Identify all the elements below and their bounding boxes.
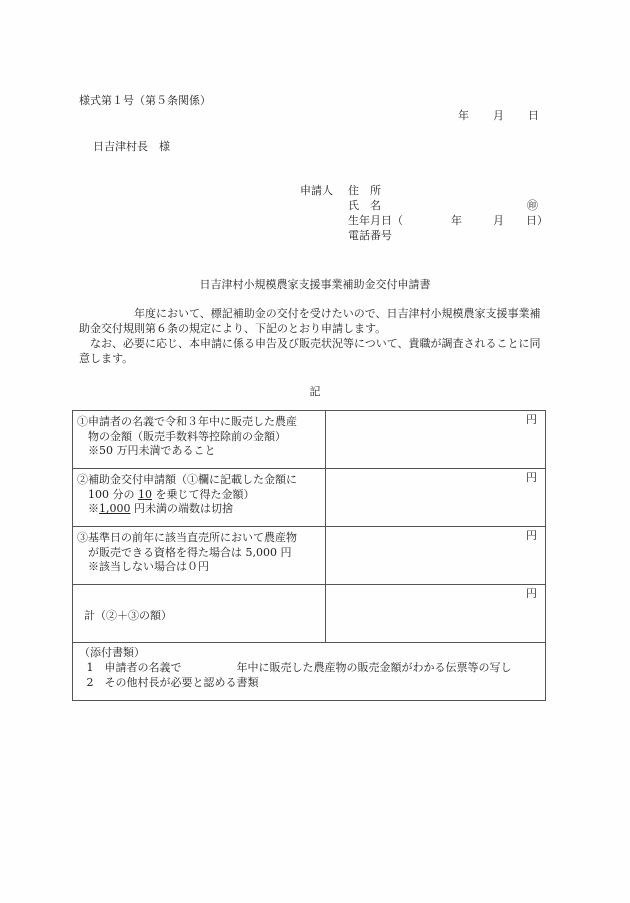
birth-day-label: 日） bbox=[526, 214, 548, 227]
addressee: 日吉津村長 様 bbox=[93, 140, 170, 153]
subsidy-amount-field[interactable] bbox=[326, 469, 546, 527]
row-text: ②補助金交付申請額（①欄に記載した金額に bbox=[77, 473, 297, 486]
text-segment: を乗じて得た金額） bbox=[152, 487, 255, 501]
row-text: が販売できる資格を得た場合は 5,000 円 bbox=[88, 545, 292, 559]
date-line bbox=[458, 109, 539, 123]
applicant-block bbox=[300, 184, 550, 244]
item-number: 1 bbox=[86, 661, 94, 674]
table-row bbox=[73, 411, 546, 469]
document-title: 日吉津村小規模農家支援事業補助金交付申請書 bbox=[199, 278, 431, 291]
birth-year-label: 年 bbox=[451, 214, 462, 227]
total-amount-field[interactable] bbox=[326, 585, 546, 643]
name-label: 氏 名 bbox=[348, 199, 381, 212]
attachment-item bbox=[79, 675, 539, 690]
table-row bbox=[73, 643, 546, 701]
table-row bbox=[73, 469, 546, 527]
address-field[interactable] bbox=[348, 184, 381, 198]
yen-unit: 円 bbox=[526, 413, 537, 426]
ki-heading: 記 bbox=[309, 385, 321, 398]
row-note: ※50 万円未満であること bbox=[88, 444, 216, 457]
birth-month-label: 月 bbox=[493, 214, 504, 227]
text-segment: 円未満の端数は切捨 bbox=[130, 502, 233, 515]
row-note bbox=[77, 502, 321, 517]
row-qualification-label bbox=[73, 527, 326, 585]
rounding-value: 1,000 bbox=[99, 502, 131, 515]
row-note: ※該当しない場合は０円 bbox=[88, 560, 209, 573]
applicant-label: 申請人 bbox=[300, 184, 333, 197]
attachments-heading: （添付書類） bbox=[79, 646, 145, 659]
row-text: 物の金額（販売手数料等控除前の金額） bbox=[88, 429, 286, 443]
row-text: ①申請者の名義で令和３年中に販売した農産 bbox=[77, 415, 297, 428]
table-row bbox=[73, 527, 546, 585]
table-row bbox=[73, 585, 546, 643]
birthdate-label: 生年月日（ bbox=[348, 214, 403, 227]
attachments-cell bbox=[73, 643, 546, 701]
body-text bbox=[79, 306, 549, 366]
yen-unit: 円 bbox=[526, 587, 537, 600]
address-label: 住 所 bbox=[348, 184, 381, 197]
item-text: 申請者の名義で 年中に販売した農産物の販売金額がわかる伝票等の写し bbox=[104, 661, 512, 674]
body-paragraph-1: 年度において、標記補助金の交付を受けたいので、日吉津村小規模農家支援事業補助金交付規則第６条の規定により、下記のとおり申請します。 bbox=[79, 307, 541, 335]
birthdate-field[interactable] bbox=[348, 214, 548, 228]
phone-field[interactable] bbox=[348, 229, 392, 243]
date-day-label: 日 bbox=[528, 109, 539, 122]
application-table bbox=[72, 410, 546, 701]
text-segment: ※ bbox=[88, 502, 99, 515]
date-year-label: 年 bbox=[458, 109, 469, 122]
seal-mark: ㊞ bbox=[527, 199, 538, 212]
row-text bbox=[77, 488, 321, 503]
yen-unit: 円 bbox=[526, 471, 537, 484]
yen-unit: 円 bbox=[526, 529, 537, 542]
item-text: その他村長が必要と認める書類 bbox=[104, 676, 259, 689]
text-segment: 100 分の bbox=[88, 487, 138, 501]
sales-amount-field[interactable] bbox=[326, 411, 546, 469]
row-subsidy-label bbox=[73, 469, 326, 527]
phone-label: 電話番号 bbox=[348, 229, 392, 242]
name-field[interactable] bbox=[348, 199, 538, 213]
form-number: 様式第１号（第５条関係） bbox=[79, 94, 211, 107]
item-number: 2 bbox=[86, 676, 94, 689]
row-total-label bbox=[73, 585, 326, 643]
total-label: 計（②＋③の額） bbox=[84, 609, 172, 622]
body-paragraph-2: なお、必要に応じ、本申請に係る申告及び販売状況等について、貴職が調査されることに同意します。 bbox=[79, 337, 541, 365]
date-month-label: 月 bbox=[493, 109, 504, 122]
attachment-item bbox=[79, 660, 539, 675]
row-text: ③基準日の前年に該当直売所において農産物 bbox=[77, 531, 297, 544]
row-sales-label bbox=[73, 411, 326, 469]
rate-value: 10 bbox=[138, 487, 152, 501]
qualification-amount-field[interactable] bbox=[326, 527, 546, 585]
